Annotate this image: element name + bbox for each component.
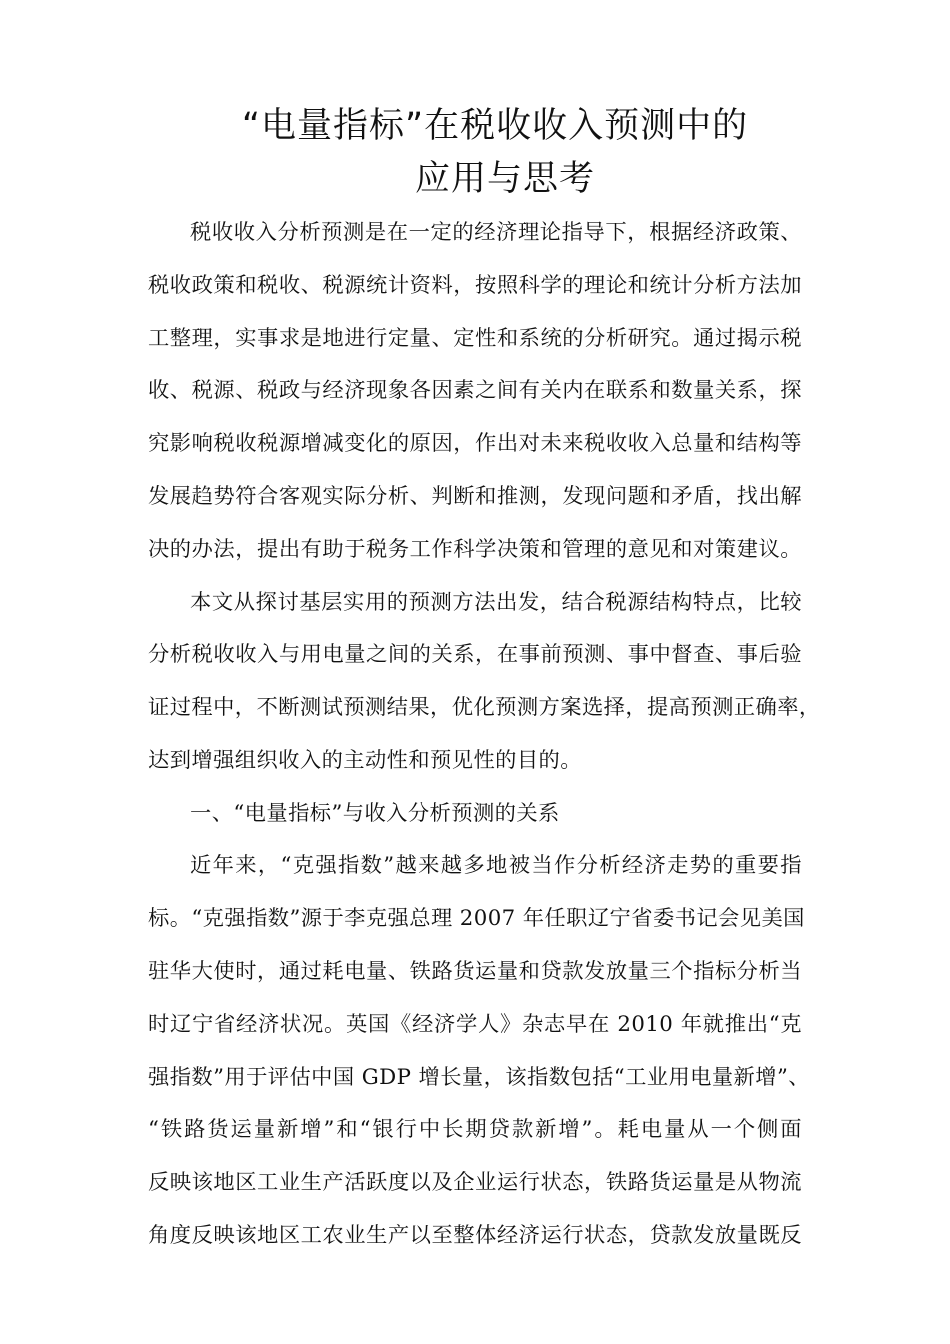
document-title-line-1: “电量指标”在税收收入预测中的 (241, 106, 749, 146)
paragraph-line: 证过程中，不断测试预测结果，优化预测方案选择，提高预测正确率， (148, 695, 821, 720)
paragraph-line: 本文从探讨基层实用的预测方法出发，结合税源结构特点，比较 (190, 590, 802, 615)
paragraph-line: 强指数”用于评估中国 GDP 增长量，该指数包括“工业用电量新增”、 (148, 1065, 810, 1090)
paragraph-line: 反映该地区工业生产活跃度以及企业运行状态，铁路货运量是从物流 (148, 1170, 802, 1195)
paragraph-line: 分析税收收入与用电量之间的关系，在事前预测、事中督查、事后验 (148, 642, 802, 667)
paragraph-line: 税收收入分析预测是在一定的经济理论指导下，根据经济政策、 (190, 220, 802, 245)
paragraph-line: 驻华大使时，通过耗电量、铁路货运量和贷款发放量三个指标分析当 (148, 959, 802, 984)
paragraph-line: 税收政策和税收、税源统计资料，按照科学的理论和统计分析方法加 (148, 273, 802, 298)
document-title-line-2: 应用与思考 (414, 159, 595, 199)
paragraph-line: 决的办法，提出有助于税务工作科学决策和管理的意见和对策建议。 (148, 537, 802, 562)
paragraph-line: 角度反映该地区工农业生产以至整体经济运行状态，贷款发放量既反 (148, 1223, 802, 1248)
paragraph-line: 究影响税收税源增减变化的原因，作出对未来税收收入总量和结构等 (148, 431, 802, 456)
paragraph-line: 发展趋势符合客观实际分析、判断和推测，发现问题和矛盾，找出解 (148, 484, 802, 509)
paragraph-line: 工整理，实事求是地进行定量、定性和系统的分析研究。通过揭示税 (148, 326, 802, 351)
paragraph-line: 标。“克强指数”源于李克强总理 2007 年任职辽宁省委书记会见美国 (148, 906, 805, 931)
paragraph-line: 收、税源、税政与经济现象各因素之间有关内在联系和数量关系，探 (148, 378, 802, 403)
paragraph-line: “铁路货运量新增”和“银行中长期贷款新增”。耗电量从一个侧面 (148, 1117, 802, 1142)
paragraph-line: 达到增强组织收入的主动性和预见性的目的。 (148, 748, 582, 773)
paragraph-line: 近年来，“克强指数”越来越多地被当作分析经济走势的重要指 (190, 853, 802, 878)
section-heading: 一、“电量指标”与收入分析预测的关系 (190, 801, 560, 826)
paragraph-line: 时辽宁省经济状况。英国《经济学人》杂志早在 2010 年就推出“克 (148, 1012, 802, 1037)
